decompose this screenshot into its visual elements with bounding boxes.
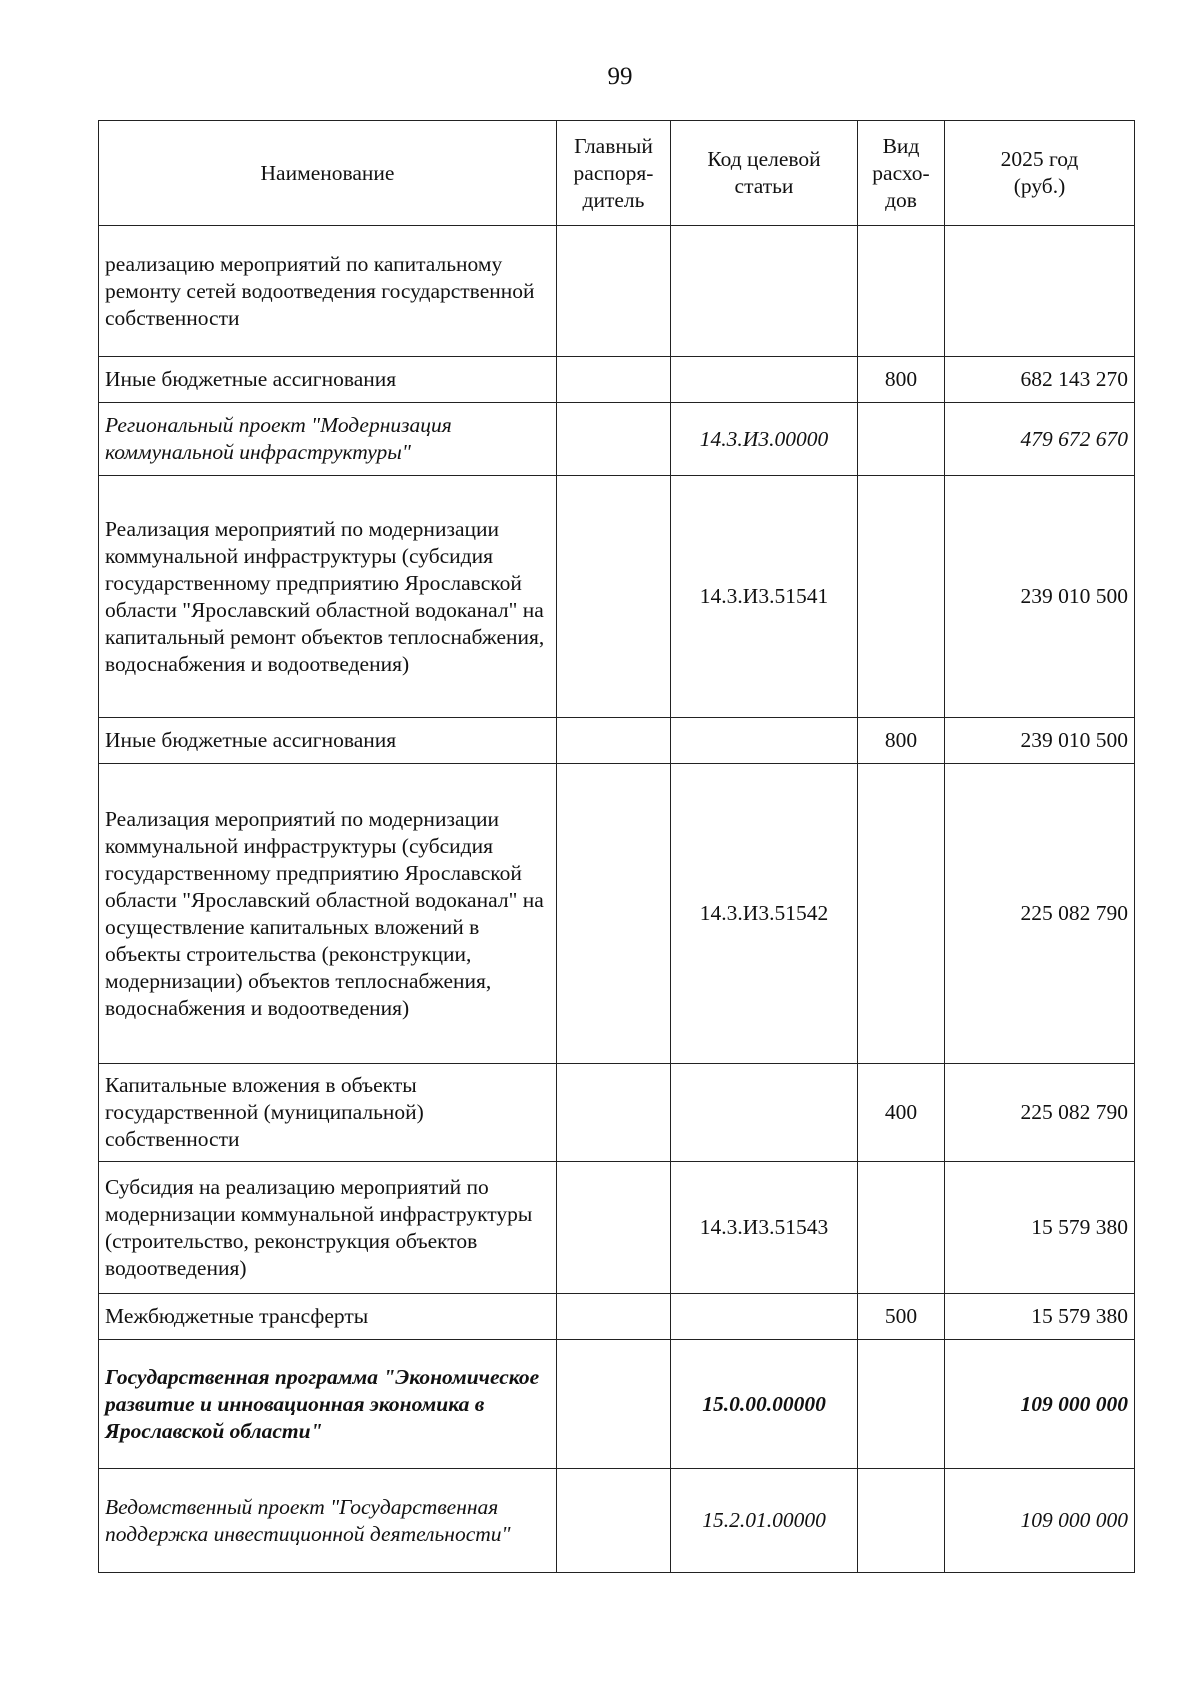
budget-table	[98, 120, 1135, 1573]
cell-amount: 239 010 500	[945, 476, 1135, 718]
cell-type	[858, 1162, 945, 1294]
header-manager-label: Главный распоря- дитель	[573, 133, 654, 212]
cell-name: Иные бюджетные ассигнования	[99, 718, 557, 764]
table-row	[99, 764, 1135, 1064]
cell-manager	[557, 764, 671, 1064]
cell-manager	[557, 1162, 671, 1294]
header-type	[858, 121, 945, 226]
table-row	[99, 357, 1135, 403]
cell-type	[858, 1340, 945, 1469]
cell-manager	[557, 1294, 671, 1340]
table-body	[99, 226, 1135, 1573]
cell-amount: 109 000 000	[945, 1340, 1135, 1469]
cell-amount	[945, 226, 1135, 357]
cell-type	[858, 226, 945, 357]
header-code	[671, 121, 858, 226]
cell-code	[671, 1294, 858, 1340]
header-amount-label: 2025 год (руб.)	[1000, 147, 1079, 198]
cell-name: реализацию мероприятий по капитальному ремонту сетей водоотведения государственной собственности	[99, 226, 557, 357]
header-code-label: Код целевой статьи	[707, 147, 821, 198]
table-row	[99, 718, 1135, 764]
cell-amount: 682 143 270	[945, 357, 1135, 403]
cell-code: 14.3.И3.51541	[671, 476, 858, 718]
cell-amount: 225 082 790	[945, 1064, 1135, 1162]
cell-manager	[557, 1340, 671, 1469]
cell-manager	[557, 476, 671, 718]
cell-code: 15.2.01.00000	[671, 1469, 858, 1573]
cell-amount: 225 082 790	[945, 764, 1135, 1064]
cell-code: 14.3.И3.51543	[671, 1162, 858, 1294]
cell-code	[671, 226, 858, 357]
cell-code	[671, 718, 858, 764]
table-row	[99, 403, 1135, 476]
cell-code: 14.3.И3.00000	[671, 403, 858, 476]
cell-code: 14.3.И3.51542	[671, 764, 858, 1064]
table-row	[99, 1340, 1135, 1469]
cell-type: 400	[858, 1064, 945, 1162]
table-row	[99, 1064, 1135, 1162]
cell-manager	[557, 1469, 671, 1573]
cell-name: Субсидия на реализацию мероприятий по модернизации коммунальной инфраструктуры (строительство, реконструкция объектов водоотведения)	[99, 1162, 557, 1294]
cell-name: Ведомственный проект "Государственная поддержка инвестиционной деятельности"	[99, 1469, 557, 1573]
cell-type	[858, 764, 945, 1064]
cell-name: Государственная программа "Экономическое развитие и инновационная экономика в Ярославской области"	[99, 1340, 557, 1469]
header-amount	[945, 121, 1135, 226]
cell-type: 800	[858, 357, 945, 403]
table-row	[99, 1294, 1135, 1340]
cell-code	[671, 357, 858, 403]
header-name: Наименование	[99, 121, 557, 226]
header-manager	[557, 121, 671, 226]
cell-name: Иные бюджетные ассигнования	[99, 357, 557, 403]
cell-manager	[557, 1064, 671, 1162]
table-row	[99, 1162, 1135, 1294]
cell-amount: 479 672 670	[945, 403, 1135, 476]
cell-name: Реализация мероприятий по модернизации коммунальной инфраструктуры (субсидия государственному предприятию Ярославской области "Ярославский областной водоканал" на капитальный ремонт объектов теплоснабжения, водоснабжения и водоотведения)	[99, 476, 557, 718]
cell-type: 800	[858, 718, 945, 764]
cell-amount: 15 579 380	[945, 1162, 1135, 1294]
cell-amount: 239 010 500	[945, 718, 1135, 764]
cell-manager	[557, 226, 671, 357]
cell-manager	[557, 357, 671, 403]
cell-code: 15.0.00.00000	[671, 1340, 858, 1469]
cell-code	[671, 1064, 858, 1162]
cell-amount: 109 000 000	[945, 1469, 1135, 1573]
cell-name: Капитальные вложения в объекты государственной (муниципальной) собственности	[99, 1064, 557, 1162]
cell-type: 500	[858, 1294, 945, 1340]
table-row	[99, 1469, 1135, 1573]
cell-type	[858, 476, 945, 718]
table-row	[99, 476, 1135, 718]
header-type-label: Вид расхо- дов	[872, 133, 930, 212]
cell-type	[858, 403, 945, 476]
cell-manager	[557, 718, 671, 764]
cell-name: Региональный проект "Модернизация коммунальной инфраструктуры"	[99, 403, 557, 476]
cell-amount: 15 579 380	[945, 1294, 1135, 1340]
cell-name: Межбюджетные трансферты	[99, 1294, 557, 1340]
cell-type	[858, 1469, 945, 1573]
cell-manager	[557, 403, 671, 476]
page-number: 99	[607, 63, 633, 90]
table-row	[99, 226, 1135, 357]
table-header-row	[99, 121, 1135, 226]
cell-name: Реализация мероприятий по модернизации коммунальной инфраструктуры (субсидия государственному предприятию Ярославской области "Ярославский областной водоканал" на осуществление капитальных вложений в объекты строительства (реконструкции, модернизации) объектов теплоснабжения, водоснабжения и водоотведения)	[99, 764, 557, 1064]
